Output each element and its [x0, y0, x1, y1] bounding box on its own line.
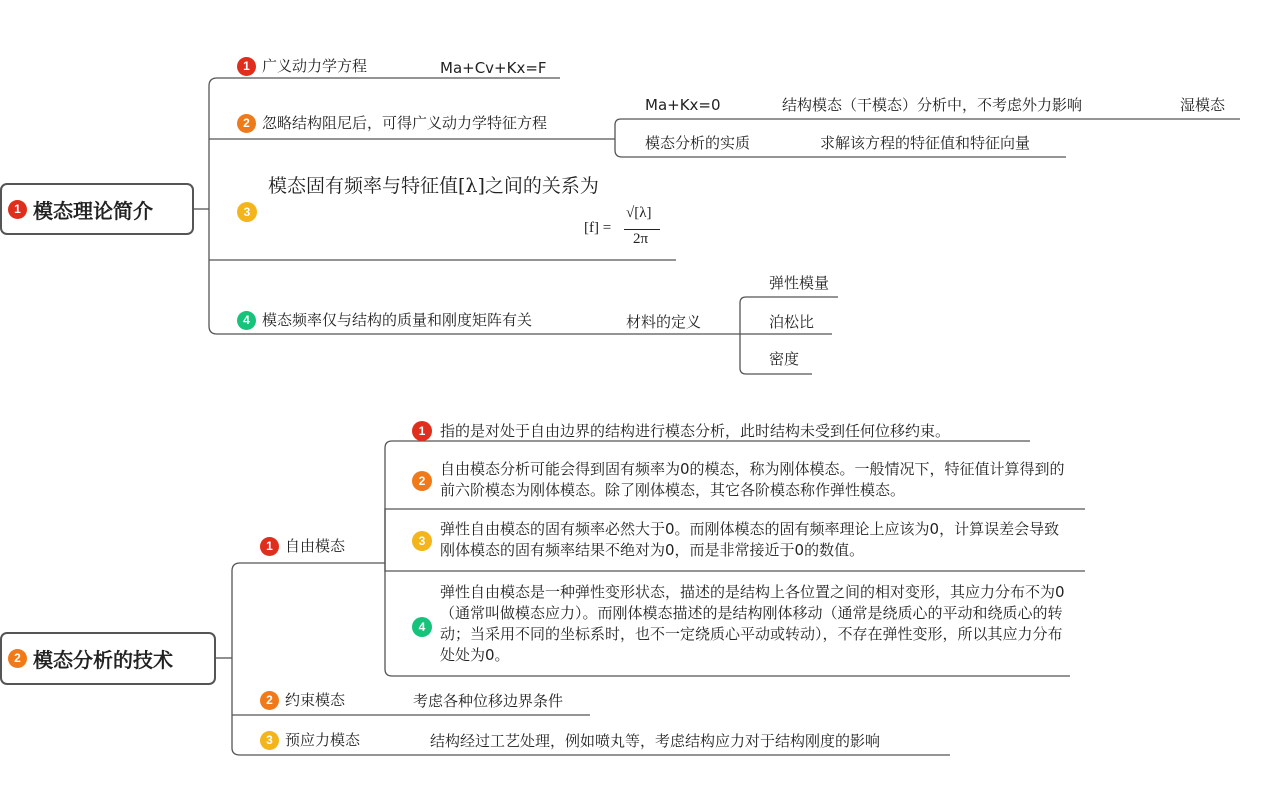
root-title: 模态分析的技术: [33, 648, 173, 672]
number-badge-icon: 1: [237, 57, 256, 76]
formula-denominator: 2π: [633, 231, 649, 247]
branch-prestress-modal[interactable]: [260, 730, 360, 750]
number-badge-icon: 2: [8, 649, 27, 668]
branch-label: 约束模态: [285, 691, 346, 709]
branch-label: 模态频率仅与结构的质量和刚度矩阵有关: [262, 311, 533, 329]
branch-label: 忽略结构阻尼后，可得广义动力学特征方程: [262, 114, 548, 132]
root-node-modal-techniques[interactable]: [0, 632, 216, 685]
prestress-modal-note: 结构经过工艺处理，例如喷丸等，考虑结构应力对于结构刚度的影响: [430, 732, 881, 750]
free-modal-note-1: 指的是对处于自由边界的结构进行模态分析，此时结构未受到任何位移约束。: [440, 422, 951, 440]
number-badge-icon: 4: [237, 311, 256, 330]
branch-label: 预应力模态: [285, 731, 361, 749]
material-item-elastic-modulus: 弹性模量: [769, 274, 830, 292]
number-badge-icon: 1: [412, 421, 432, 441]
free-modal-note-2: 自由模态分析可能会得到固有频率为0的模态，称为刚体模态。一般情况下，特征值计算得到的前六阶模态为刚体模态。除了刚体模态，其它各阶模态称作弹性模态。: [440, 460, 1065, 499]
number-badge-icon: 3: [237, 202, 257, 222]
wet-modal-label: 湿模态: [1180, 96, 1226, 114]
branch-characteristic-equation[interactable]: [237, 113, 547, 133]
equation-ma-kx: Ma+Kx=0: [645, 96, 721, 114]
material-definition: 材料的定义: [626, 313, 702, 331]
free-modal-note-4: 弹性自由模态是一种弹性变形状态，描述的是结构上各位置之间的相对变形，其应力分布不为0（通常叫做模态应力）。而刚体模态描述的是结构刚体移动（通常是绕质心的平动和绕质心的转动；当采用不同的坐标系时，也不一定绕质心平动或转动），不存在弹性变形，所以其应力分布处处为0。: [440, 583, 1065, 664]
frequency-relation-text: 模态固有频率与特征值[λ]之间的关系为: [268, 175, 599, 197]
equation-value: Ma+Cv+Kx=F: [440, 59, 547, 77]
material-item-density: 密度: [769, 350, 800, 368]
branch-label: 广义动力学方程: [262, 57, 368, 75]
number-badge-icon: 2: [260, 691, 279, 710]
dry-modal-note: 结构模态（干模态）分析中，不考虑外力影响: [782, 96, 1083, 114]
number-badge-icon: 3: [260, 731, 279, 750]
branch-free-modal[interactable]: [260, 536, 345, 556]
number-badge-icon: 1: [8, 200, 27, 219]
essence-note: 求解该方程的特征值和特征向量: [820, 134, 1031, 152]
formula-numerator: √[λ]: [626, 205, 652, 221]
formula-lhs: [f] =: [584, 220, 612, 236]
root-title: 模态理论简介: [33, 198, 153, 223]
branch-label: 自由模态: [285, 537, 346, 555]
branch-generalized-equation[interactable]: [237, 56, 367, 76]
formula-fraction-bar: [624, 229, 660, 230]
branch-frequency-dependency[interactable]: [237, 310, 532, 330]
number-badge-icon: 1: [260, 537, 279, 556]
root-node-modal-theory[interactable]: [0, 183, 194, 235]
constraint-modal-note: 考虑各种位移边界条件: [413, 692, 564, 710]
free-modal-note-3: 弹性自由模态的固有频率必然大于0。而刚体模态的固有频率理论上应该为0，计算误差会导致刚体模态的固有频率结果不绝对为0，而是非常接近于0的数值。: [440, 520, 1060, 559]
material-item-poisson-ratio: 泊松比: [769, 313, 815, 331]
number-badge-icon: 3: [412, 531, 432, 551]
number-badge-icon: 4: [412, 617, 432, 637]
branch-constraint-modal[interactable]: [260, 690, 345, 710]
number-badge-icon: 2: [412, 471, 432, 491]
frequency-formula: [584, 205, 674, 255]
essence-label: 模态分析的实质: [645, 134, 751, 152]
number-badge-icon: 2: [237, 114, 256, 133]
